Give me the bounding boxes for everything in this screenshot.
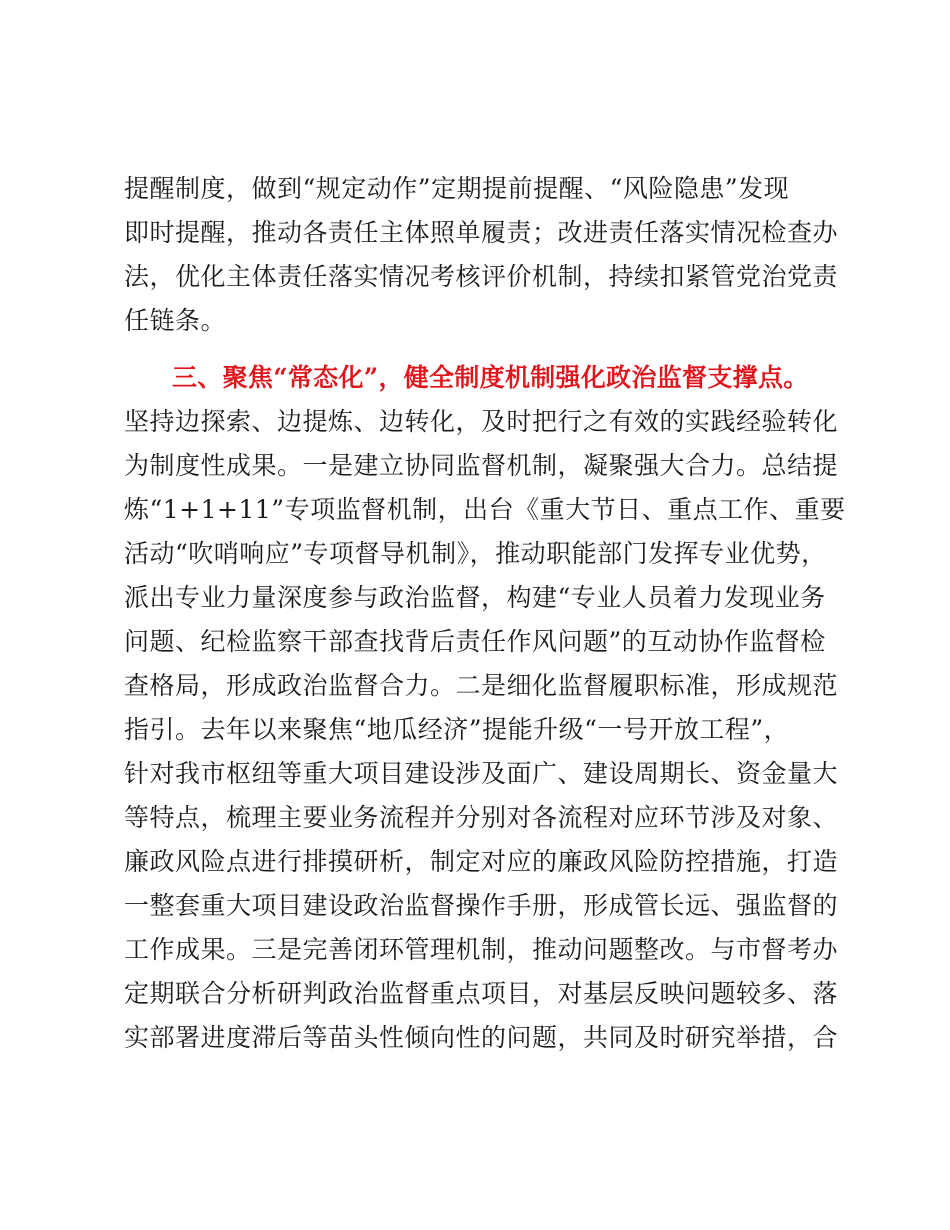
paragraph-line: 为制度性成果。一是建立协同监督机制，凝聚强大合力。总结提 bbox=[124, 451, 839, 480]
paragraph-line: 活动“吹哨响应”专项督导机制》，推动职能部门发挥专业优势， bbox=[124, 539, 827, 568]
paragraph-line: 定期联合分析研判政治监督重点项目，对基层反映问题较多、落 bbox=[124, 979, 839, 1008]
paragraph-line: 工作成果。三是完善闭环管理机制，推动问题整改。与市督考办 bbox=[124, 935, 839, 964]
paragraph-line: 炼“1+1+11”专项监督机制，出台《重大节日、重点工作、重要 bbox=[124, 495, 846, 524]
paragraph-line: 任链条。 bbox=[124, 306, 227, 335]
paragraph-line: 提醒制度，做到“规定动作”定期提前提醒、“风险隐患”发现 bbox=[124, 174, 790, 203]
paragraph-line: 坚持边探索、边提炼、边转化，及时把行之有效的实践经验转化 bbox=[124, 407, 839, 436]
section-heading: 三、聚焦“常态化”，健全制度机制强化政治监督支撑点。 bbox=[172, 363, 809, 392]
paragraph-line: 等特点，梳理主要业务流程并分别对各流程对应环节涉及对象、 bbox=[124, 803, 839, 832]
paragraph-line: 实部署进度滞后等苗头性倾向性的问题，共同及时研究举措，合 bbox=[124, 1023, 839, 1052]
paragraph-line: 廉政风险点进行排摸研析，制定对应的廉政风险防控措施，打造 bbox=[124, 847, 839, 876]
paragraph-line: 指引。去年以来聚焦“地瓜经济”提能升级“一号开放工程”， bbox=[124, 715, 790, 744]
paragraph-line: 法，优化主体责任落实情况考核评价机制，持续扣紧管党治党责 bbox=[124, 262, 839, 291]
paragraph-line: 一整套重大项目建设政治监督操作手册，形成管长远、强监督的 bbox=[124, 891, 839, 920]
paragraph-line: 问题、纪检监察干部查找背后责任作风问题”的互动协作监督检 bbox=[124, 627, 826, 656]
paragraph-line: 派出专业力量深度参与政治监督，构建“专业人员着力发现业务 bbox=[124, 583, 826, 612]
paragraph-line: 查格局，形成政治监督合力。二是细化监督履职标准，形成规范 bbox=[124, 671, 839, 700]
paragraph-line: 针对我市枢纽等重大项目建设涉及面广、建设周期长、资金量大 bbox=[124, 759, 839, 788]
paragraph-line: 即时提醒，推动各责任主体照单履责；改进责任落实情况检查办 bbox=[124, 218, 839, 247]
